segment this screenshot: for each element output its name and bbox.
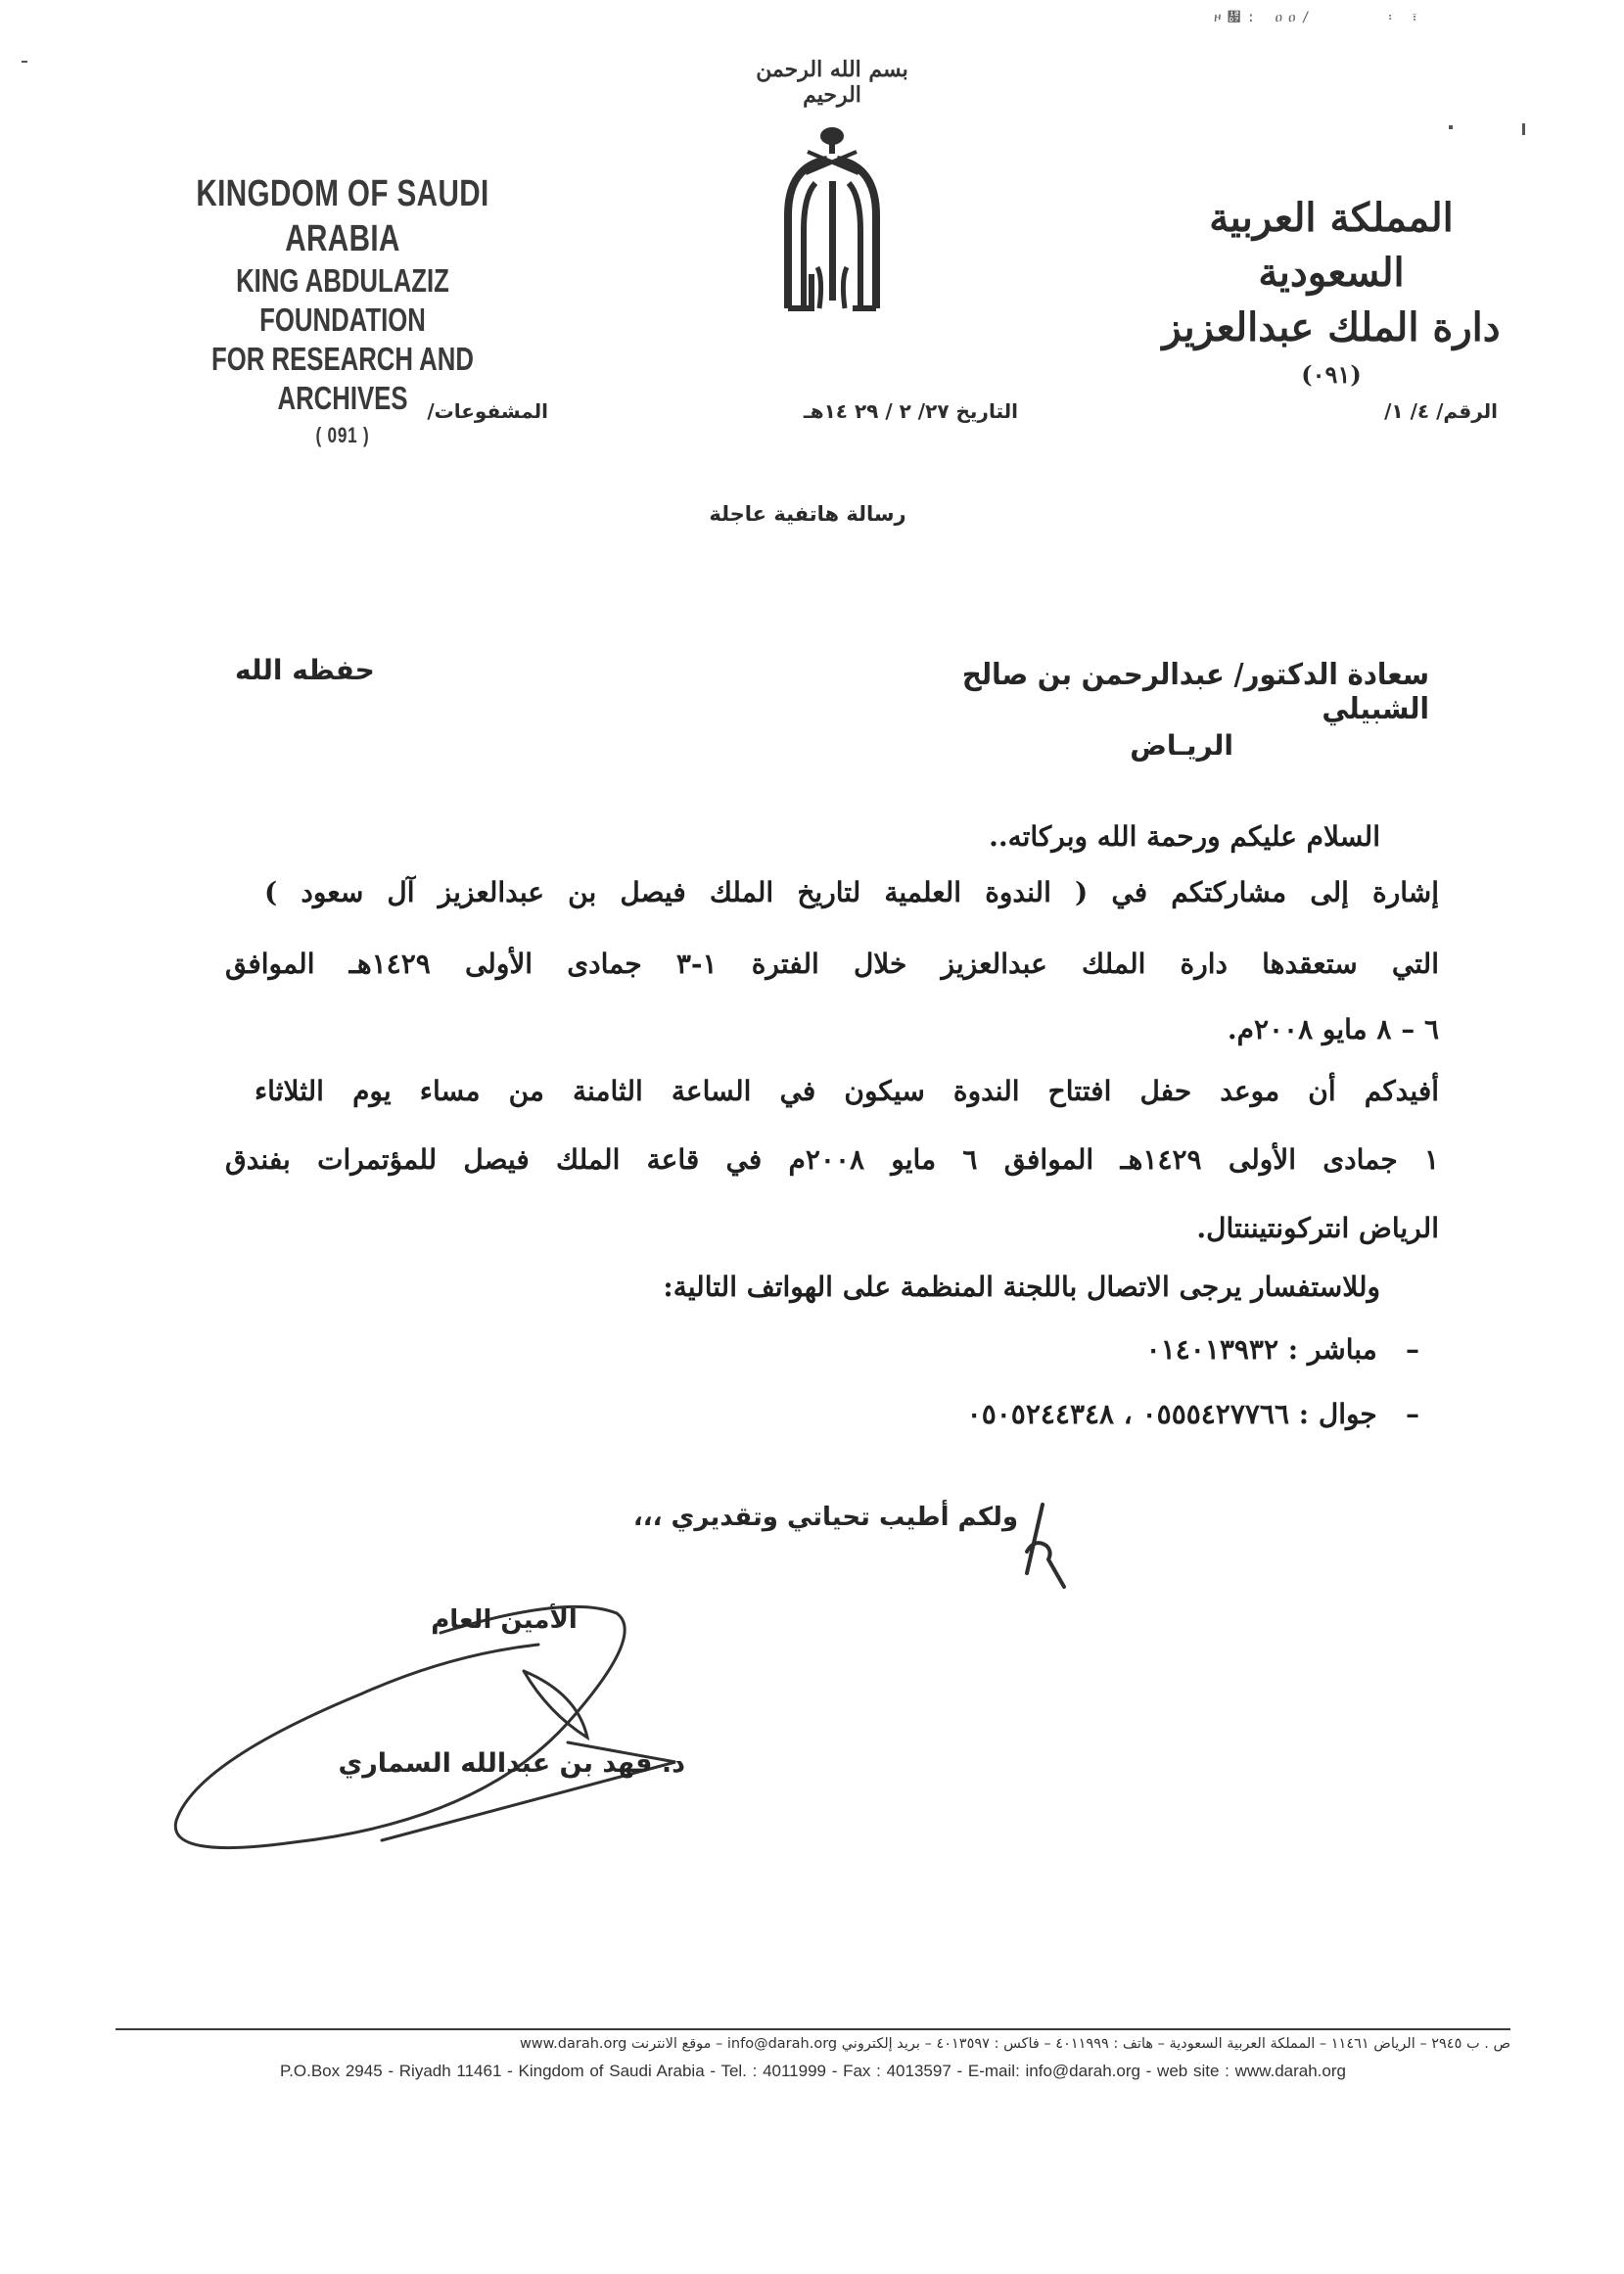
paragraph1-line: ٦ – ٨ مايو ٢٠٠٨م. (1227, 1013, 1439, 1045)
letterhead-code: ( 091 ) (315, 423, 370, 447)
recipient-name: سعادة الدكتور/ عبدالرحمن بن صالح الشبيلي (961, 658, 1429, 726)
letter-subject: رسالة هاتفية عاجلة (709, 502, 906, 526)
phone-value: ٠٥٥٥٤٢٧٧٦٦ ، ٠٥٠٥٢٤٤٣٤٨ (966, 1398, 1289, 1430)
paragraph2-line: الرياض انتركونتيننتال. (1196, 1212, 1439, 1244)
fax-header-right: ፡ ፣ (1388, 10, 1423, 25)
letter-date: التاريخ ٢٧/ ٢ / ٢٩ ١٤هـ (803, 399, 1018, 423)
letterhead-country-ar: المملكة العربية السعودية (1209, 195, 1454, 296)
scan-speck (1522, 123, 1525, 135)
paragraph2-line: أفيدكم أن موعد حفل افتتاح الندوة سيكون في الساعة الثامنة من مساء يوم الثلاثاء (255, 1075, 1439, 1107)
signatory-name: د. فهد بن عبدالله السماري (338, 1748, 685, 1779)
signatory-title: الأمين العام (431, 1605, 578, 1635)
phone-value: ٠١٤٠١٣٩٣٢ (1145, 1333, 1279, 1366)
greeting: السلام عليكم ورحمة الله وبركاته.. (989, 820, 1380, 853)
phone-bullet: – (1406, 1398, 1419, 1430)
paragraph1-line: إشارة إلى مشاركتكم في ( الندوة العلمية لتاريخ الملك فيصل بن عبدالعزيز آل سعود ) (264, 876, 1439, 908)
phone-bullet: – (1406, 1333, 1419, 1366)
phone-label: جوال (1318, 1398, 1377, 1430)
letterhead-country: KINGDOM OF SAUDI ARABIA (196, 173, 489, 259)
paragraph2-line: ١ جمادى الأولى ١٤٢٩هـ الموافق ٦ مايو ٢٠٠٨م في قاعة الملك فيصل للمؤتمرات بفندق (225, 1143, 1439, 1176)
footer-divider (116, 2028, 1510, 2030)
fax-header-left: ዞ዗: ዐዐ/ (1214, 10, 1316, 25)
closing-line: ولكم أطيب تحياتي وتقديري ،،، (632, 1503, 1018, 1532)
recipient-city: الريـاض (1130, 729, 1233, 762)
initials-mark-icon (1013, 1503, 1072, 1591)
phone-label: مباشر (1307, 1333, 1377, 1366)
recipient-honorific: حفظه الله (235, 654, 375, 686)
letterhead-code-ar: (٠٩١) (1301, 360, 1362, 389)
phone-direct: – مباشر : ٠١٤٠١٣٩٣٢ (1145, 1333, 1419, 1366)
phone-mobile: – جوال : ٠٥٥٥٤٢٧٧٦٦ ، ٠٥٠٥٢٤٤٣٤٨ (966, 1398, 1419, 1430)
scan-speck (22, 61, 27, 63)
reference-number: الرقم/ ٤/ ١/ (1384, 399, 1498, 423)
letterhead-foundation: KING ABDULAZIZ FOUNDATION (236, 262, 449, 338)
paragraph1-line: التي ستعقدها دارة الملك عبدالعزيز خلال الفترة ١-٣ جمادى الأولى ١٤٢٩هـ الموافق (225, 948, 1439, 980)
handwritten-signature-icon (157, 1527, 724, 1860)
letter-body (225, 0, 1439, 2274)
attachments-label: المشفوعات/ (427, 399, 548, 423)
footer-address-english: P.O.Box 2945 - Riyadh 11461 - Kingdom of Saudi Arabia - Tel. : 4011999 - Fax : 4013597 - E-mail: info@darah.org - web site : www.darah.org (280, 2062, 1346, 2080)
scan-speck (1449, 125, 1453, 129)
inquiry-line: وللاستفسار يرجى الاتصال باللجنة المنظمة على الهواتف التالية: (663, 1271, 1380, 1303)
basmala: بسم الله الرحمن الرحيم (756, 57, 908, 108)
letterhead-foundation-ar: دارة الملك عبدالعزيز (1162, 304, 1501, 350)
letterhead-foundation-sub: FOR RESEARCH AND ARCHIVES (211, 341, 474, 416)
footer-address-arabic: ص . ب ٢٩٤٥ – الرياض ١١٤٦١ – المملكة العربية السعودية – هاتف : ٤٠١١٩٩٩ – فاكس : ٤٠١٣٥٩٧ – بريد إلكتروني info@darah.org – موقع الانترنت www.darah.org (519, 2036, 1510, 2052)
